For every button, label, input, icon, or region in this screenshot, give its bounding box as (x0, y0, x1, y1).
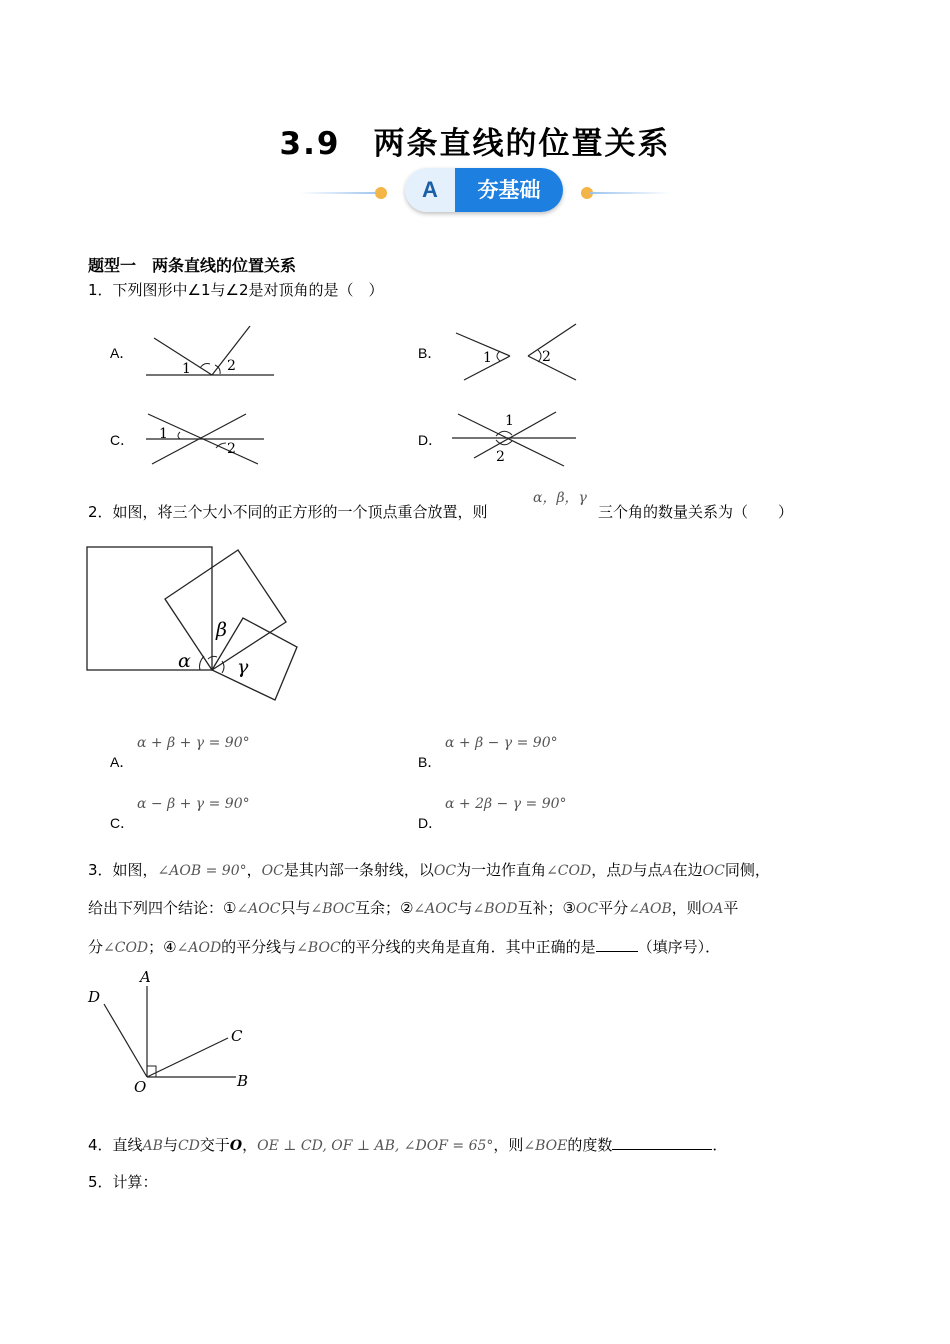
q2-option-c-label: C． (110, 815, 135, 831)
q2-option-d-label: D． (418, 815, 443, 831)
q1c-label-2: 2 (227, 441, 236, 457)
q1a-label-2: 2 (227, 358, 236, 374)
q2-option-a-expr: α + β + γ = 90° (137, 735, 250, 751)
q4-stem: 4．直线AB与CD交于O，OE ⊥ CD, OF ⊥ AB, ∠DOF = 65°，则∠BOE的度数 ． (88, 1136, 728, 1154)
badge-line-right (590, 192, 670, 194)
q3-answer-blank[interactable] (596, 937, 638, 952)
q3-label-D: D (88, 988, 101, 1006)
q1b-label-2: 2 (542, 349, 551, 365)
q1-option-a-label: A． (110, 345, 134, 361)
q2-option-d-expr: α + 2β − γ = 90° (445, 796, 567, 812)
q2-figure (84, 543, 304, 705)
badge-label: 夯基础 (455, 168, 563, 212)
q3-label-O: O (134, 1078, 147, 1096)
q2-label-beta: β (216, 619, 227, 641)
section-heading: 题型一 两条直线的位置关系 (88, 256, 297, 275)
q2-label-gamma: γ (237, 656, 249, 678)
q3-label-B: B (237, 1072, 249, 1090)
q1c-label-1: 1 (159, 426, 168, 442)
q5-stem: 5．计算： (88, 1173, 158, 1191)
q1b-label-1: 1 (483, 350, 492, 366)
badge-line-left (300, 192, 380, 194)
q1-option-c-label: C． (110, 432, 135, 448)
q4-answer-blank[interactable] (612, 1135, 712, 1150)
section-badge (405, 168, 563, 212)
badge-dot-left (375, 187, 387, 199)
q3-line2: 给出下列四个结论：①∠AOC只与∠BOC互余；②∠AOC与∠BOD互补；③OC平分∠AOB，则OA平 (88, 899, 739, 917)
q2-option-c-expr: α − β + γ = 90° (137, 796, 250, 812)
q3-line3: 分∠COD；④∠AOD的平分线与∠BOC的平分线的夹角是直角．其中正确的是 （填序号）． (88, 938, 721, 956)
q1-figure-b (450, 318, 585, 386)
q2-greek-letters: α，β，γ (533, 490, 587, 506)
q2-label-alpha: α (178, 650, 191, 672)
q1a-label-1: 1 (182, 361, 191, 377)
q2-stem-part2: 三个角的数量关系为（ ） (598, 503, 794, 521)
q3-line1: 3．如图，∠AOB = 90°，OC是其内部一条射线，以OC为一边作直角∠COD，点D与点A在边OC同侧， (88, 861, 770, 879)
q1-figure-c (140, 408, 270, 470)
q1-figure-d (450, 408, 580, 470)
q3-figure (84, 966, 264, 1096)
q1-figure-a (140, 318, 280, 383)
q1-option-b-label: B． (418, 345, 442, 361)
q2-option-b-label: B． (418, 754, 442, 770)
q2-option-b-expr: α + β − γ = 90° (445, 735, 558, 751)
q1d-label-1: 1 (505, 413, 514, 429)
page-title: 3.9 两条直线的位置关系 (279, 126, 671, 162)
q1-option-d-label: D． (418, 432, 443, 448)
q3-label-C: C (231, 1027, 243, 1045)
q1d-label-2: 2 (496, 449, 505, 465)
q2-stem-part1: 2．如图，将三个大小不同的正方形的一个顶点重合放置，则 (88, 503, 488, 521)
q2-option-a-label: A． (110, 754, 134, 770)
badge-letter: A (405, 168, 455, 212)
q1-stem: 1．下列图形中∠1与∠2是对顶角的是（ ） (88, 281, 384, 299)
q3-label-A: A (140, 968, 151, 986)
